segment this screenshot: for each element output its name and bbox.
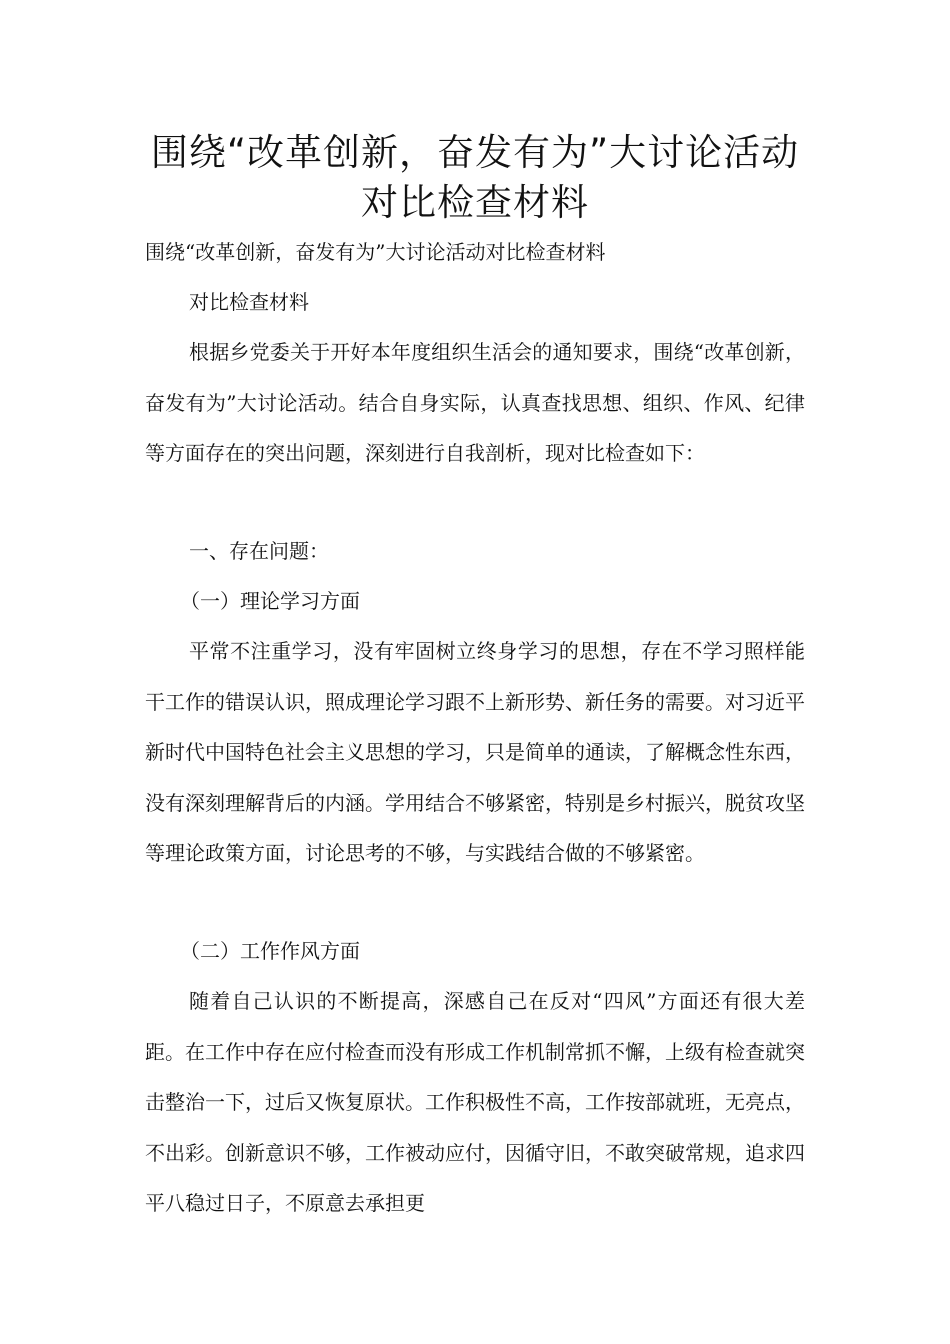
work-style-paragraph: 随着自己认识的不断提高，深感自己在反对“四风”方面还有很大差距。在工作中存在应付检查而没有形成工作机制常抓不懈，上级有检查就突击整治一下，过后又恢复原状。工作积极性不高，工作按部就班，无亮点，不出彩。创新意识不够，工作被动应付，因循守旧，不敢突破常规，追求四平八稳过日子，不原意去承担更: [145, 989, 805, 1215]
theory-paragraph: 平常不注重学习，没有牢固树立终身学习的思想，存在不学习照样能干工作的错误认识，照成理论学习跟不上新形势、新任务的需要。对习近平新时代中国特色社会主义思想的学习，只是简单的通读，了解概念性东西，没有深刻理解背后的内涵。学用结合不够紧密，特别是乡村振兴，脱贫攻坚等理论政策方面，讨论思考的不够，与实践结合做的不够紧密。: [145, 639, 805, 865]
section-title-problems: 一、存在问题：: [189, 539, 329, 563]
document-subtitle: 围绕“改革创新，奋发有为”大讨论活动对比检查材料: [145, 240, 606, 264]
subsection-title-theory: （一）理论学习方面: [180, 589, 360, 613]
subsection-title-work-style: （二）工作作风方面: [180, 939, 360, 963]
intro-paragraph: 根据乡党委关于开好本年度组织生活会的通知要求，围绕“改革创新，奋发有为”大讨论活动。结合自身实际，认真查找思想、组织、作风、纪律等方面存在的突出问题，深刻进行自我剖析，现对比检查如下：: [145, 340, 805, 465]
section-heading: 对比检查材料: [189, 290, 309, 314]
document-title: 围绕“改革创新，奋发有为”大讨论活动对比检查材料: [150, 131, 800, 224]
